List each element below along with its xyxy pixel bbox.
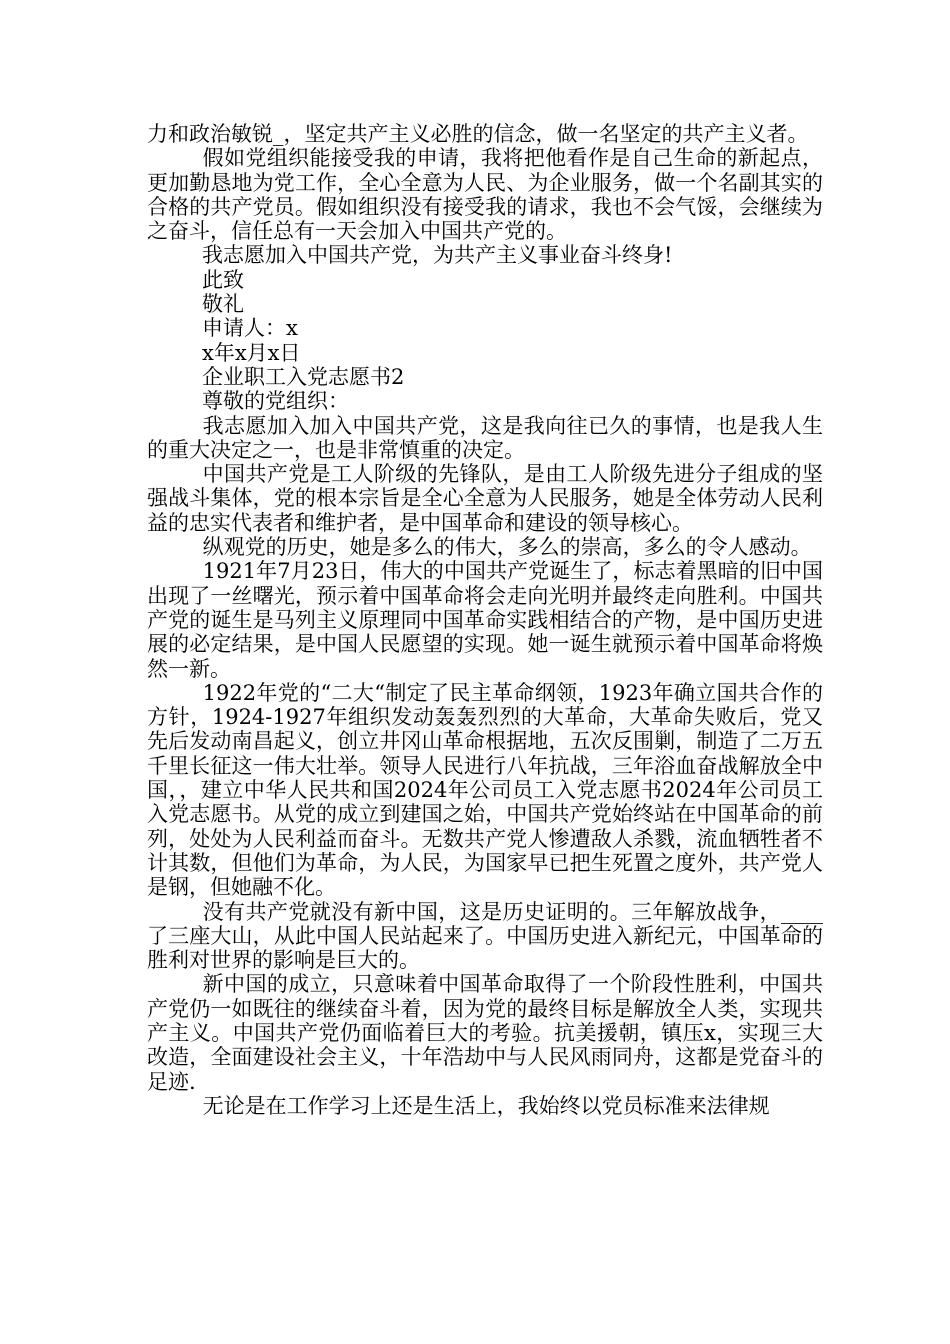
greeting-line: 尊敬的党组织：: [202, 389, 349, 414]
paragraph-party-nature: 中国共产党是工人阶级的先锋队，是由工人阶级先进分子组成的坚强战斗集体，党的根本宗旨是全心全意为人民服务，她是全体劳动人民利益的忠实代表者和维护者，是中国革命和建设的领导核心。: [147, 462, 823, 535]
document-body: [147, 122, 823, 1118]
closing-salutation: 此致: [202, 267, 244, 292]
paragraph-continued: 力和政治敏锐_，坚定共产主义必胜的信念，做一名坚定的共产主义者。: [147, 122, 809, 146]
paragraph-founding: 1921年7月23日，伟大的中国共产党诞生了，标志着黑暗的旧中国出现了一丝曙光，预示着中国革命将会走向光明并最终走向胜利。中国共产党的诞生是马列主义原理同中国革命实践相结合的产物，是中国历史进展的必定结果，是中国人民愿望的实现。她一诞生就预示着中国革命将焕然一新。: [147, 559, 823, 681]
paragraph-history-overview: 纵观党的历史，她是多么的伟大，多么的崇高，多么的令人感动。: [202, 535, 812, 560]
applicant-line: 申请人：x: [202, 316, 298, 341]
section-title: 企业职工入党志愿书2: [202, 364, 405, 389]
paragraph-founding-prc: 新中国的成立，只意味着中国革命取得了一个阶段性胜利，中国共产党仍一如既往的继续奋斗着，因为党的最终目标是解放全人类，实现共产主义。中国共产党仍面临着巨大的考验。抗美援朝，镇压x，实现三大改造，全面建设社会主义，十年浩劫中与人民风雨同舟，这都是党奋斗的足迹.: [147, 972, 823, 1094]
pledge-line: 我志愿加入中国共产党，为共产主义事业奋斗终身!: [202, 243, 673, 268]
closing-regards: 敬礼: [202, 292, 244, 317]
date-line: x年x月x日: [202, 340, 301, 365]
paragraph-revolution: 1922年党的“二大“制定了民主革命纲领，1923年确立国共合作的方针，1924-1927年组织发动轰轰烈烈的大革命，大革命失败后，党又先后发动南昌起义，创立井冈山革命根据地，五次反围剿，制造了二万五千里长征这一伟大壮举。领导人民进行八年抗战，三年浴血奋战解放全中国，，建立中华人民共和国2024年公司员工入党志愿书2024年公司员工入党志愿书。从党的成立到建国之始，中国共产党始终站在中国革命的前列，处处为人民利益而奋斗。无数共产党人惨遭敌人杀戮，流血牺牲者不计其数，但他们为革命，为人民，为国家早已把生死置之度外，共产党人是钢，但她融不化。: [147, 680, 823, 900]
paragraph-new-china: 没有共产党就没有新中国，这是历史证明的。三年解放战争，____了三座大山，从此中国人民站起来了。中国历史进入新纪元，中国革命的胜利对世界的影响是巨大的。: [147, 899, 823, 973]
paragraph-intent: 我志愿加入加入中国共产党，这是我向往已久的事情，也是我人生的重大决定之一，也是非常慎重的决定。: [147, 413, 823, 462]
paragraph-acceptance: 假如党组织能接受我的申请，我将把他看作是自己生命的新起点，更加勤恳地为党工作，全心全意为人民、为企业服务，做一个名副其实的合格的共产党员。假如组织没有接受我的请求，我也不会气馁，会继续为之奋斗，信任总有一天会加入中国共产党的。: [147, 146, 823, 244]
paragraph-personal-standard: 无论是在工作学习上还是生活上，我始终以党员标准来法律规: [202, 1093, 770, 1118]
